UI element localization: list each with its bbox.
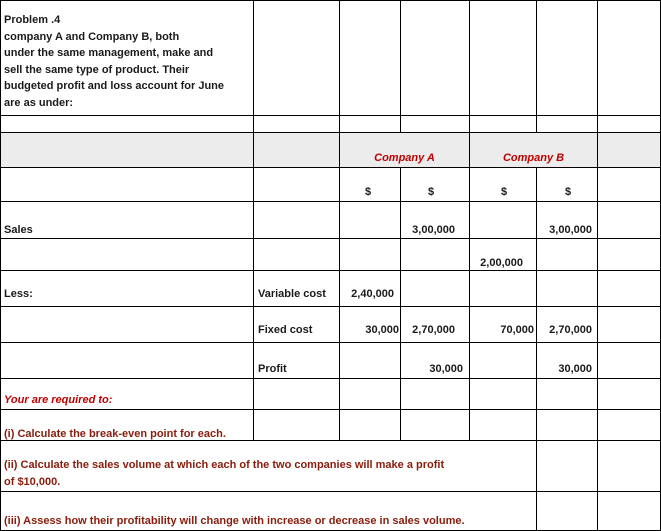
cell[interactable] <box>339 238 401 271</box>
cell[interactable] <box>0 342 254 379</box>
required-heading: Your are required to: <box>4 394 113 406</box>
currency-a-1: $ <box>365 186 372 198</box>
problem-line: sell the same type of product. Their <box>4 63 190 76</box>
cell[interactable] <box>0 201 254 239</box>
cell[interactable] <box>469 409 537 441</box>
cell[interactable] <box>339 409 401 441</box>
problem-line: are as under: <box>4 96 74 109</box>
cell[interactable] <box>469 378 537 410</box>
cell[interactable] <box>253 167 340 202</box>
fixed-cost-label: Fixed cost <box>258 324 313 336</box>
cell[interactable] <box>597 201 661 239</box>
cell[interactable] <box>597 491 661 531</box>
requirement-1: (i) Calculate the break-even point for each. <box>4 428 226 440</box>
cell[interactable] <box>253 115 340 133</box>
cell[interactable] <box>339 201 401 239</box>
cell[interactable] <box>536 491 598 531</box>
cell[interactable] <box>597 440 661 492</box>
cell[interactable] <box>339 115 401 133</box>
profit-b: 30,000 <box>558 363 592 375</box>
company-b-label: Company B <box>502 152 565 164</box>
problem-line: under the same management, make and <box>4 47 214 59</box>
profit-a: 30,000 <box>429 363 463 375</box>
total-cost-a: 2,70,000 <box>412 324 455 336</box>
cell[interactable] <box>0 238 254 271</box>
problem-title: Problem .4 <box>4 14 61 26</box>
cell[interactable] <box>536 115 598 133</box>
cell[interactable] <box>469 201 537 239</box>
sales-b: 3,00,000 <box>549 224 592 236</box>
cell[interactable] <box>400 115 470 133</box>
cell[interactable] <box>536 440 598 492</box>
profit-label: Profit <box>258 363 287 375</box>
variable-cost-a: 2,40,000 <box>351 288 394 300</box>
currency-b-1: $ <box>501 186 508 198</box>
cell[interactable] <box>0 306 254 343</box>
problem-statement <box>4 12 252 111</box>
cell[interactable] <box>597 115 661 133</box>
cell[interactable] <box>597 132 661 168</box>
cell[interactable] <box>253 201 340 239</box>
cell[interactable] <box>597 167 661 202</box>
total-cost-b: 2,70,000 <box>549 324 592 336</box>
cell[interactable] <box>469 0 537 116</box>
cell[interactable] <box>597 306 661 343</box>
cell[interactable] <box>253 0 340 116</box>
cell[interactable] <box>400 270 470 307</box>
cell[interactable] <box>536 270 598 307</box>
cell[interactable] <box>469 270 537 307</box>
cell[interactable] <box>536 409 598 441</box>
cell[interactable] <box>597 0 661 116</box>
cell[interactable] <box>400 0 470 116</box>
cell[interactable] <box>0 270 254 307</box>
sales-label: Sales <box>4 224 33 236</box>
fixed-cost-b: 70,000 <box>500 324 534 336</box>
cell[interactable] <box>469 342 537 379</box>
requirement-3: (iii) Assess how their profitability will change with increase or decrease in sales volume. <box>4 515 465 527</box>
fixed-cost-a: 30,000 <box>365 324 399 336</box>
cell[interactable] <box>253 378 340 410</box>
company-a-label: Company A <box>374 152 435 164</box>
cell[interactable] <box>253 238 340 271</box>
cell[interactable] <box>0 167 254 202</box>
problem-line: company A and Company B, both <box>4 30 180 43</box>
cell[interactable] <box>469 115 537 133</box>
cell[interactable] <box>339 342 401 379</box>
cell[interactable] <box>253 132 340 168</box>
cell[interactable] <box>597 270 661 307</box>
cell[interactable] <box>0 132 254 168</box>
requirement-2-line-2: of $10,000. <box>4 476 61 488</box>
cell[interactable] <box>597 342 661 379</box>
variable-cost-b: 2,00,000 <box>480 257 523 269</box>
problem-line: budgeted profit and loss account for June <box>4 80 225 92</box>
cell[interactable] <box>597 378 661 410</box>
cell[interactable] <box>536 378 598 410</box>
currency-b-2: $ <box>565 186 572 198</box>
cell[interactable] <box>400 378 470 410</box>
cell[interactable] <box>253 409 340 441</box>
cell[interactable] <box>400 167 470 202</box>
sales-a: 3,00,000 <box>412 224 455 236</box>
cell[interactable] <box>339 378 401 410</box>
cell[interactable] <box>597 409 661 441</box>
cell[interactable] <box>0 115 254 133</box>
cell[interactable] <box>536 238 598 271</box>
less-label: Less: <box>4 288 33 300</box>
variable-cost-label: Variable cost <box>258 288 326 300</box>
requirement-2-line-1: (ii) Calculate the sales volume at which each of the two companies will make a profit <box>4 459 445 471</box>
cell[interactable] <box>400 238 470 271</box>
currency-a-2: $ <box>428 186 435 198</box>
cell[interactable] <box>400 409 470 441</box>
cell[interactable] <box>339 0 401 116</box>
cell[interactable] <box>597 238 661 271</box>
cell[interactable] <box>536 0 598 116</box>
